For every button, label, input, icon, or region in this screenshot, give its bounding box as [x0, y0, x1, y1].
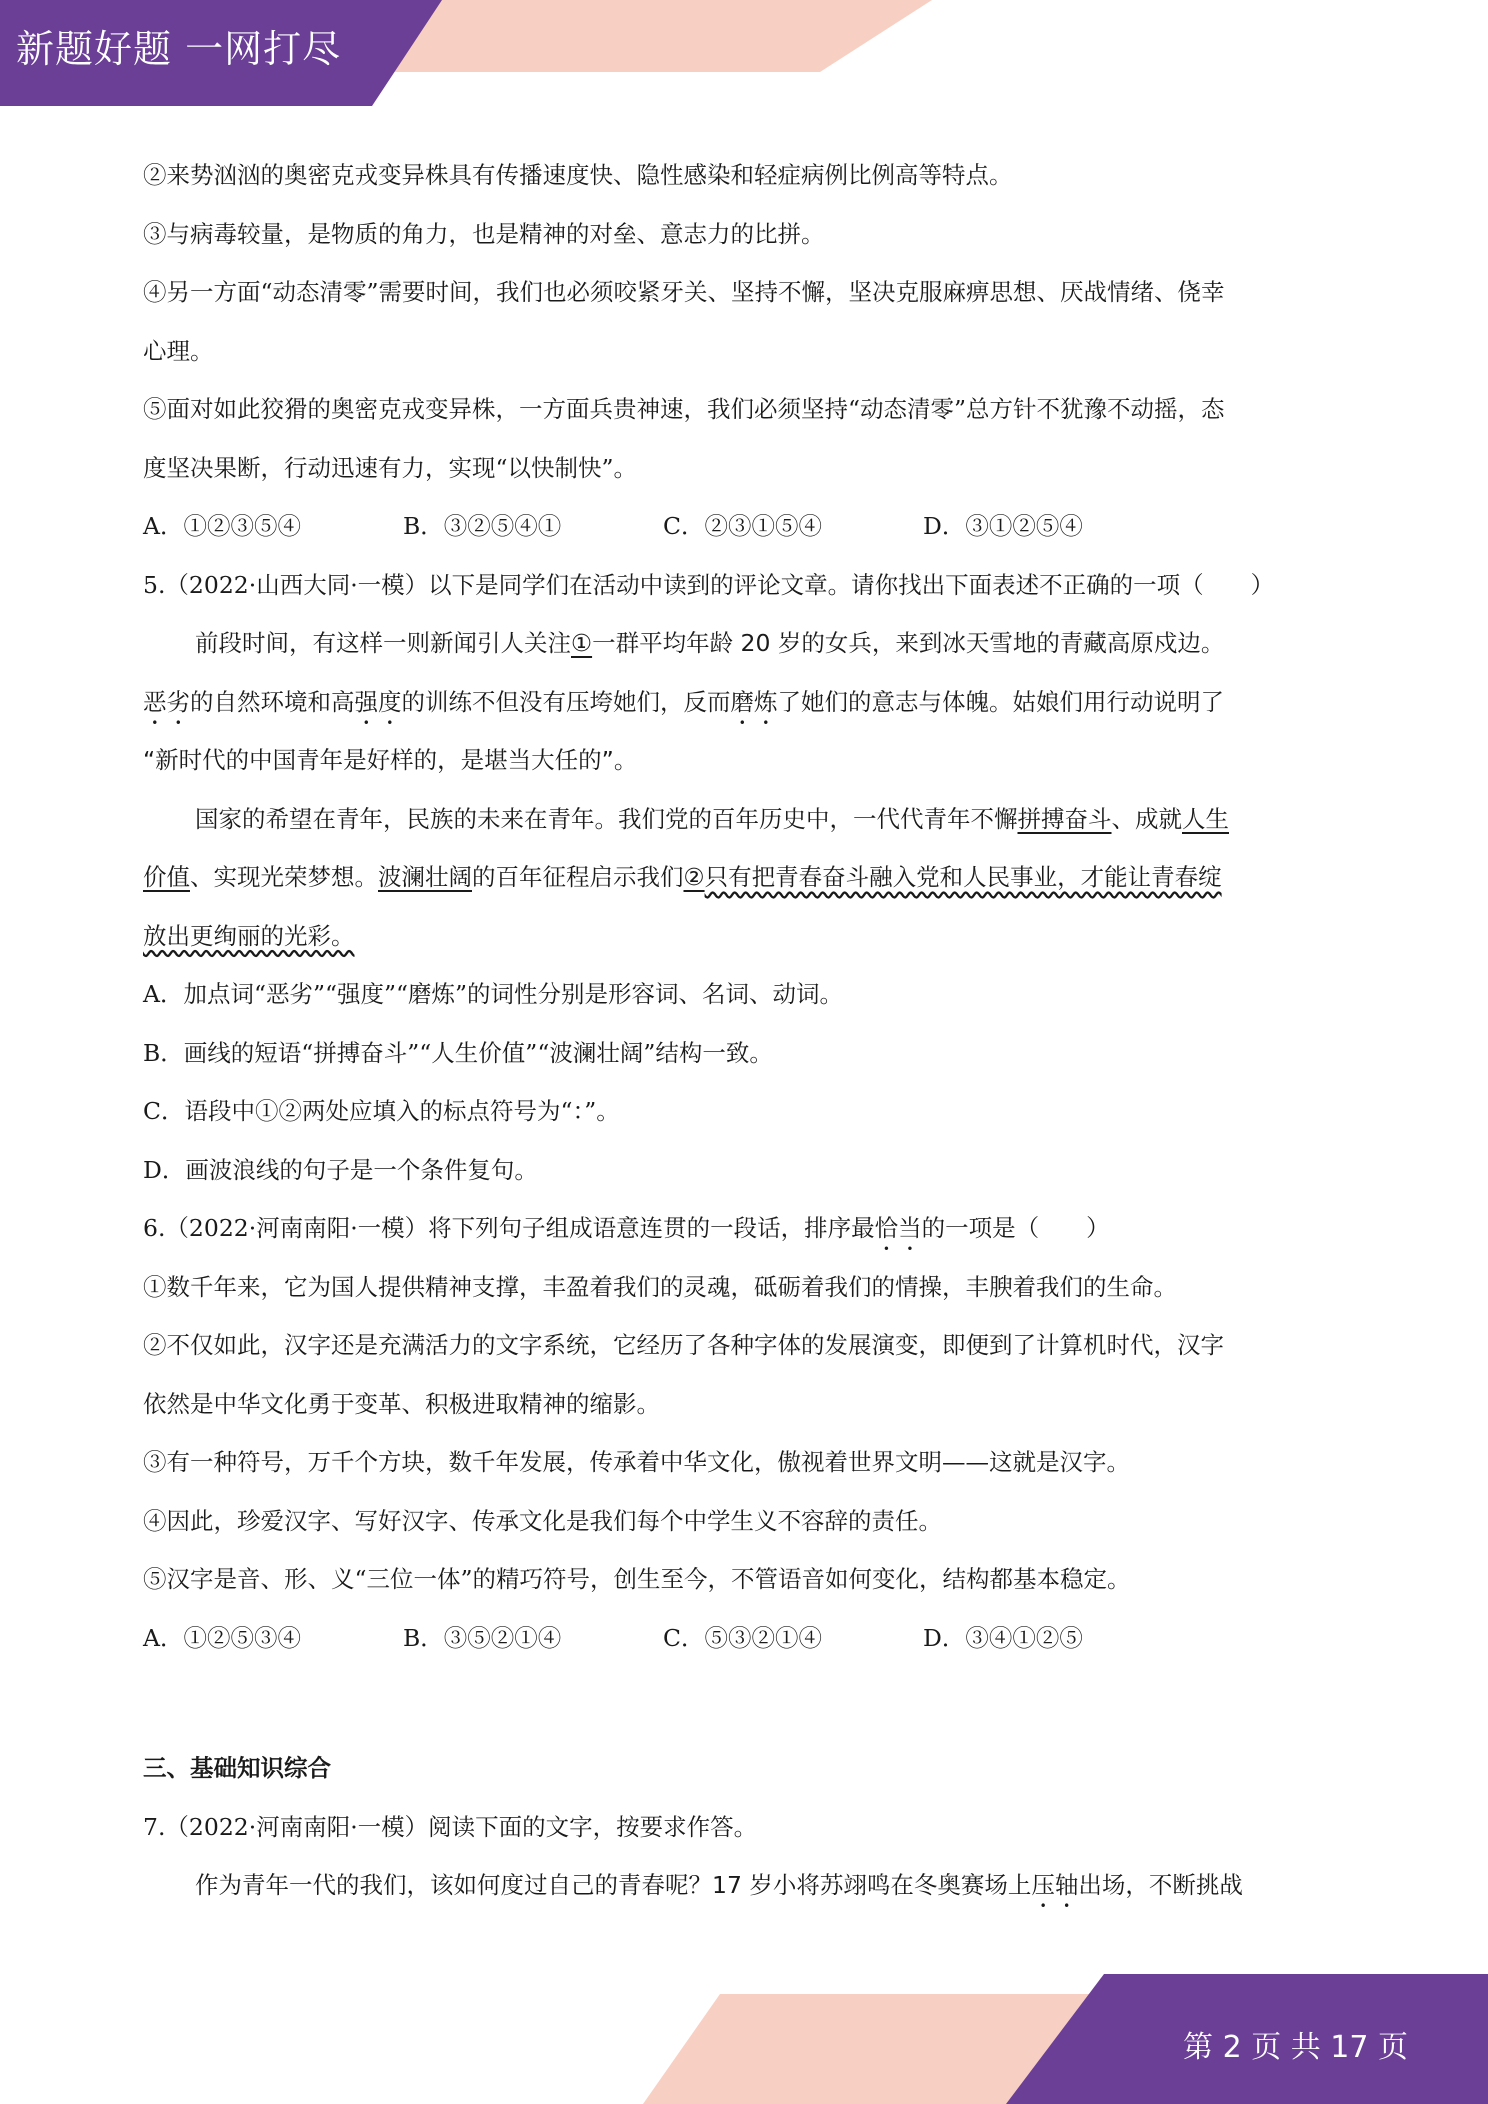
- q5-text: 了她们的意志与体魄。姑娘们用行动说明了: [777, 687, 1224, 716]
- q5-option-a[interactable]: A．加点词“恶劣”“强度”“磨炼”的词性分别是形容词、名词、动词。: [143, 980, 844, 1008]
- q5-underlined-phrase-2: 人生: [1182, 804, 1229, 833]
- page-number: 第 2 页 共 17 页: [1183, 2030, 1408, 2065]
- q5-text: 的训练不但没有压垮她们，反而: [401, 687, 731, 716]
- q6-stem: [143, 1199, 1348, 1258]
- q4-option-c[interactable]: C．②③①⑤④: [663, 512, 822, 540]
- q6-text: 6.（2022·河南南阳·一模）将下列句子组成语意连贯的一段话，排序最: [143, 1214, 875, 1242]
- q5-wavy-sentence: 只有把青春奋斗融入党和人民事业，才能让青春绽: [704, 863, 1222, 891]
- q5-blank-mark-1: ①: [571, 629, 593, 657]
- q5-option-b[interactable]: B．画线的短语“拼搏奋斗”“人生价值”“波澜壮阔”结构一致。: [143, 1038, 773, 1067]
- q7-stem: 7.（2022·河南南阳·一模）阅读下面的文字，按要求作答。: [143, 1812, 758, 1841]
- q4-option-a[interactable]: A．①②③⑤④: [143, 512, 301, 540]
- q5-underlined-phrase-2-cont: 价值: [143, 863, 190, 891]
- q4-option-d[interactable]: D．③①②⑤④: [923, 512, 1083, 540]
- q5-passage-line-4: [143, 790, 1348, 849]
- q7-text: 作为青年一代的我们，该如何度过自己的青春呢？17 岁小将苏翊鸣在冬奥赛场上: [195, 1871, 1032, 1899]
- q5-stem: 5.（2022·山西大同·一模）以下是同学们在活动中读到的评论文章。请你找出下面表述不正确的一项（ ）: [143, 570, 1275, 599]
- section-gap: [143, 1667, 1348, 1739]
- q5-text: 一群平均年龄 20 岁的女兵，来到冰天雪地的青藏高原戍边。: [592, 629, 1225, 657]
- q5-option-c[interactable]: C．语段中①②两处应填入的标点符号为“：”。: [143, 1097, 620, 1125]
- q5-text: 国家的希望在青年，民族的未来在青年。我们党的百年历史中，一代代青年不懈: [195, 804, 1018, 833]
- q5-text: 的百年征程启示我们: [472, 863, 684, 891]
- q6-option-c[interactable]: C．⑤③②①④: [663, 1623, 822, 1652]
- q6-sentence-4: ④因此，珍爱汉字、写好汉字、传承文化是我们每个中学生义不容辞的责任。: [143, 1506, 942, 1535]
- header-title: 新题好题 一网打尽: [16, 27, 342, 71]
- q6-text: 的一项是（ ）: [921, 1214, 1110, 1242]
- q6-option-a[interactable]: A．①②⑤③④: [143, 1623, 301, 1652]
- section-title: 三、基础知识综合: [143, 1754, 331, 1782]
- q5-option-d[interactable]: D．画波浪线的句子是一个条件复句。: [143, 1155, 538, 1184]
- q6-dotted-word: 恰当: [874, 1214, 922, 1242]
- q7-passage-line-1: [143, 1856, 1348, 1915]
- q5-passage-line-3: “新时代的中国青年是好样的，是堪当大任的”。: [143, 746, 638, 774]
- q5-passage-line-6: [143, 907, 1348, 966]
- q4-sentence-4: ④另一方面“动态清零”需要时间，我们也必须咬紧牙关、坚持不懈，坚决克服麻痹思想、厌战情绪、侥幸: [143, 278, 1225, 306]
- q5-dotted-word-2: 强度: [354, 687, 402, 716]
- q6-sentence-2-cont: 依然是中华文化勇于变革、积极进取精神的缩影。: [143, 1389, 660, 1418]
- q7-text: 出场，不断挑战: [1078, 1871, 1243, 1899]
- q4-options: [143, 497, 1348, 556]
- q4-sentence-3: ③与病毒较量，是物质的角力，也是精神的对垒、意志力的比拼。: [143, 219, 825, 248]
- q5-text: 、实现光荣梦想。: [190, 863, 378, 891]
- q5-text: 前段时间，有这样一则新闻引人关注: [195, 629, 571, 657]
- q4-option-b[interactable]: B．③②⑤④①: [403, 512, 562, 540]
- q4-sentence-5-cont: 度坚决果断，行动迅速有力，实现“以快制快”。: [143, 453, 638, 482]
- q5-passage-line-1: [143, 614, 1348, 673]
- q6-sentence-5: ⑤汉字是音、形、义“三位一体”的精巧符号，创生至今，不管语音如何变化，结构都基本稳定。: [143, 1565, 1131, 1593]
- q6-sentence-1: ①数千年来，它为国人提供精神支撑，丰盈着我们的灵魂，砥砺着我们的情操，丰腴着我们的生命。: [143, 1272, 1177, 1301]
- q6-options: [143, 1609, 1348, 1668]
- q5-dotted-word-3: 磨炼: [730, 687, 778, 716]
- q6-option-b[interactable]: B．③⑤②①④: [403, 1623, 562, 1652]
- q5-wavy-sentence-cont: 放出更绚丽的光彩。: [143, 921, 355, 950]
- q5-text: 的自然环境和高: [190, 687, 355, 716]
- q6-sentence-3: ③有一种符号，万千个方块，数千年发展，传承着中华文化，傲视着世界文明——这就是汉字。: [143, 1448, 1130, 1476]
- q6-option-d[interactable]: D．③④①②⑤: [923, 1623, 1083, 1652]
- q5-passage-line-2: [143, 673, 1348, 732]
- q4-sentence-2: ②来势汹汹的奥密克戎变异株具有传播速度快、隐性感染和轻症病例比例高等特点。: [143, 161, 1013, 189]
- document-body: [143, 146, 1348, 1915]
- q4-sentence-4-cont: 心理。: [143, 336, 214, 365]
- q6-sentence-2: ②不仅如此，汉字还是充满活力的文字系统，它经历了各种字体的发展演变，即便到了计算机时代，汉字: [143, 1331, 1224, 1359]
- q4-sentence-5: ⑤面对如此狡猾的奥密克戎变异株，一方面兵贵神速，我们必须坚持“动态清零”总方针不犹豫不动摇，态: [143, 395, 1225, 423]
- q5-passage-line-5: [143, 848, 1348, 907]
- q7-dotted-word: 压轴: [1031, 1871, 1079, 1899]
- q5-text: 、成就: [1111, 804, 1182, 833]
- q5-underlined-phrase-3: 波澜壮阔: [378, 863, 472, 891]
- q5-blank-mark-2: ②: [683, 863, 705, 891]
- q5-dotted-word-1: 恶劣: [143, 687, 190, 716]
- q5-underlined-phrase-1: 拼搏奋斗: [1017, 804, 1112, 833]
